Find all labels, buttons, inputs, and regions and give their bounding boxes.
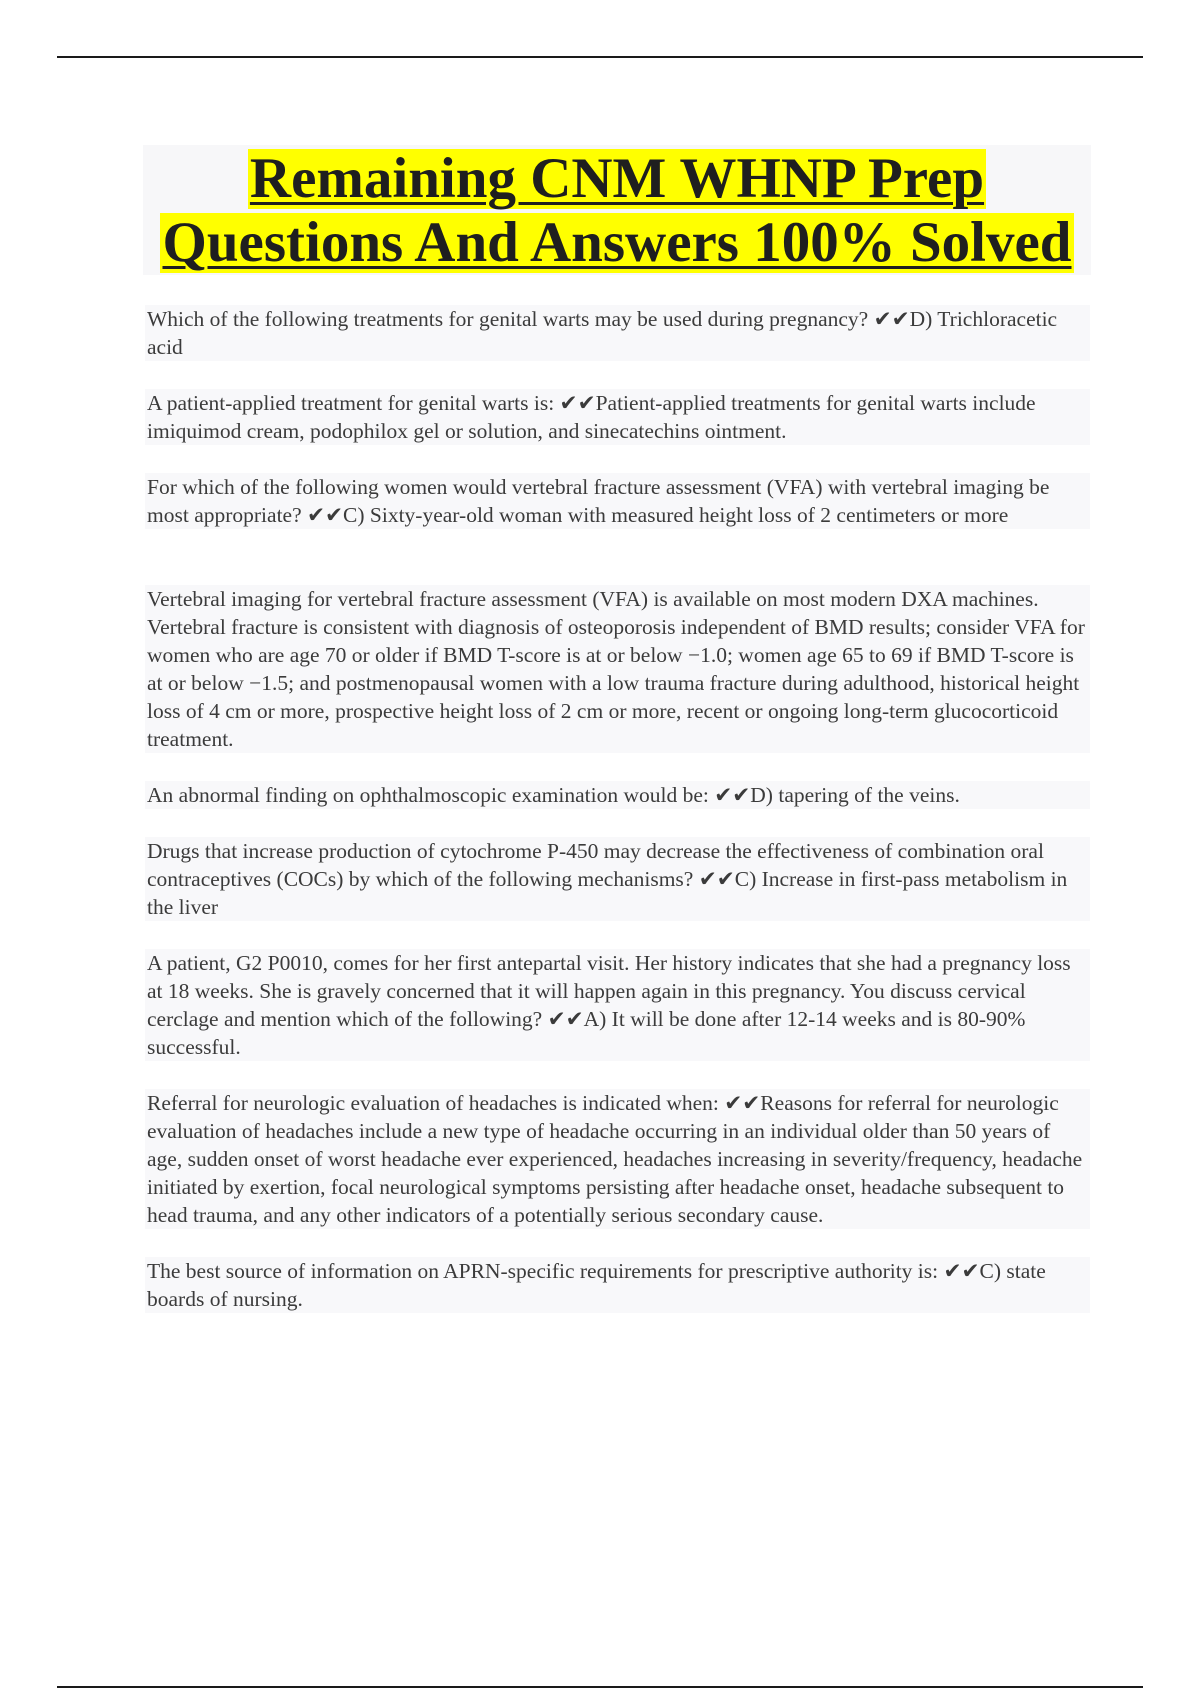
qa-item: An abnormal finding on ophthalmoscopic examination would be: ✔✔D) tapering of the veins. xyxy=(145,781,1090,809)
qa-item: Vertebral imaging for vertebral fracture assessment (VFA) is available on most modern DXA machines. Vertebral fracture is consistent with diagnosis of osteoporosis independent of BMD results; consider VFA for women who are age 70 or older if BMD T-score is at or below −1.0; women age 65 to 69 if BMD T-score is at or below −1.5; and postmenopausal women with a low trauma fracture during adulthood, historical height loss of 4 cm or more, prospective height loss of 2 cm or more, recent or ongoing long-term glucocorticoid treatment. xyxy=(145,585,1090,753)
title-line-1: Remaining CNM WHNP Prep xyxy=(249,147,985,210)
top-rule xyxy=(57,56,1143,58)
qa-item: Drugs that increase production of cytochrome P-450 may decrease the effectiveness of combination oral contraceptives (COCs) by which of the following mechanisms? ✔✔C) Increase in first-pass metabolism in the liver xyxy=(145,837,1090,921)
qa-item: The best source of information on APRN-specific requirements for prescriptive authority is: ✔✔C) state boards of nursing. xyxy=(145,1257,1090,1313)
qa-item: Which of the following treatments for genital warts may be used during pregnancy? ✔✔D) Trichloracetic acid xyxy=(145,305,1090,361)
title-line-2: Questions And Answers 100% Solved xyxy=(162,211,1072,274)
qa-item: For which of the following women would vertebral fracture assessment (VFA) with vertebral imaging be most appropriate? ✔✔C) Sixty-year-old woman with measured height loss of 2 centimeters or more xyxy=(145,473,1090,529)
bottom-rule xyxy=(57,1686,1143,1688)
qa-item: Referral for neurologic evaluation of headaches is indicated when: ✔✔Reasons for referral for neurologic evaluation of headaches include a new type of headache occurring in an individual older than 50 years of age, sudden onset of worst headache ever experienced, headaches increasing in severity/frequency, headache initiated by exertion, focal neurological symptoms persisting after headache onset, headache subsequent to head trauma, and any other indicators of a potentially serious secondary cause. xyxy=(145,1089,1090,1229)
document-title xyxy=(143,145,1091,275)
qa-item: A patient, G2 P0010, comes for her first antepartal visit. Her history indicates that she had a pregnancy loss at 18 weeks. She is gravely concerned that it will happen again in this pregnancy. You discuss cervical cerclage and mention which of the following? ✔✔A) It will be done after 12-14 weeks and is 80-90% successful. xyxy=(145,949,1090,1061)
qa-item: A patient-applied treatment for genital warts is: ✔✔Patient-applied treatments for genital warts include imiquimod cream, podophilox gel or solution, and sinecatechins ointment. xyxy=(145,389,1090,445)
qa-content xyxy=(145,305,1090,1313)
